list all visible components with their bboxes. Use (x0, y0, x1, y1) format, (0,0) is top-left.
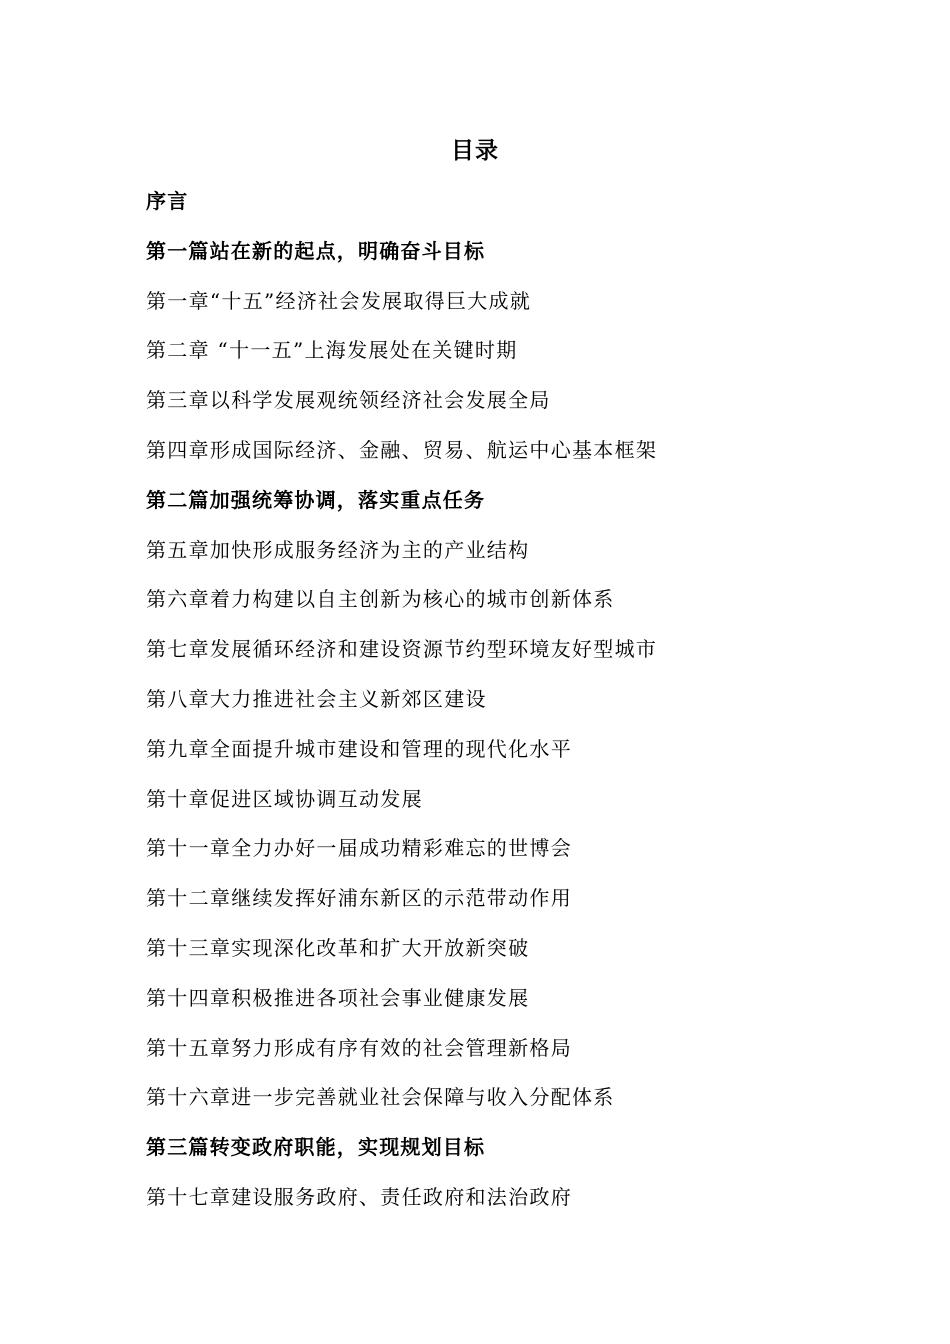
toc-chapter-10[interactable]: 第十章促进区域协调互动发展 (146, 786, 423, 811)
toc-part-1[interactable]: 第一篇站在新的起点，明确奋斗目标 (146, 238, 486, 263)
toc-chapter-5[interactable]: 第五章加快形成服务经济为主的产业结构 (146, 537, 530, 562)
toc-chapter-4[interactable]: 第四章形成国际经济、金融、贸易、航运中心基本框架 (146, 437, 658, 462)
toc-list (146, 185, 866, 1231)
toc-chapter-15[interactable]: 第十五章努力形成有序有效的社会管理新格局 (146, 1035, 572, 1060)
toc-chapter-6[interactable]: 第六章着力构建以自主创新为核心的城市创新体系 (146, 587, 615, 612)
toc-chapter-1[interactable]: 第一章“十五”经济社会发展取得巨大成就 (146, 288, 532, 313)
toc-chapter-17[interactable]: 第十七章建设服务政府、责任政府和法治政府 (146, 1184, 572, 1209)
toc-chapter-8[interactable]: 第八章大力推进社会主义新郊区建设 (146, 686, 487, 711)
toc-chapter-9[interactable]: 第九章全面提升城市建设和管理的现代化水平 (146, 736, 572, 761)
toc-chapter-2[interactable]: 第二章 “十一五”上海发展处在关键时期 (146, 338, 518, 363)
toc-chapter-3[interactable]: 第三章以科学发展观统领经济社会发展全局 (146, 388, 551, 413)
toc-title: 目录 (451, 137, 499, 164)
toc-chapter-14[interactable]: 第十四章积极推进各项社会事业健康发展 (146, 985, 530, 1010)
toc-chapter-12[interactable]: 第十二章继续发挥好浦东新区的示范带动作用 (146, 886, 572, 911)
toc-part-3[interactable]: 第三篇转变政府职能，实现规划目标 (146, 1135, 486, 1160)
toc-chapter-7[interactable]: 第七章发展循环经济和建设资源节约型环境友好型城市 (146, 637, 658, 662)
toc-chapter-16[interactable]: 第十六章进一步完善就业社会保障与收入分配体系 (146, 1085, 615, 1110)
toc-part-2[interactable]: 第二篇加强统筹协调，落实重点任务 (146, 487, 486, 512)
toc-chapter-11[interactable]: 第十一章全力办好一届成功精彩难忘的世博会 (146, 836, 572, 861)
toc-chapter-13[interactable]: 第十三章实现深化改革和扩大开放新突破 (146, 935, 530, 960)
toc-item-preface[interactable]: 序言 (146, 189, 189, 213)
